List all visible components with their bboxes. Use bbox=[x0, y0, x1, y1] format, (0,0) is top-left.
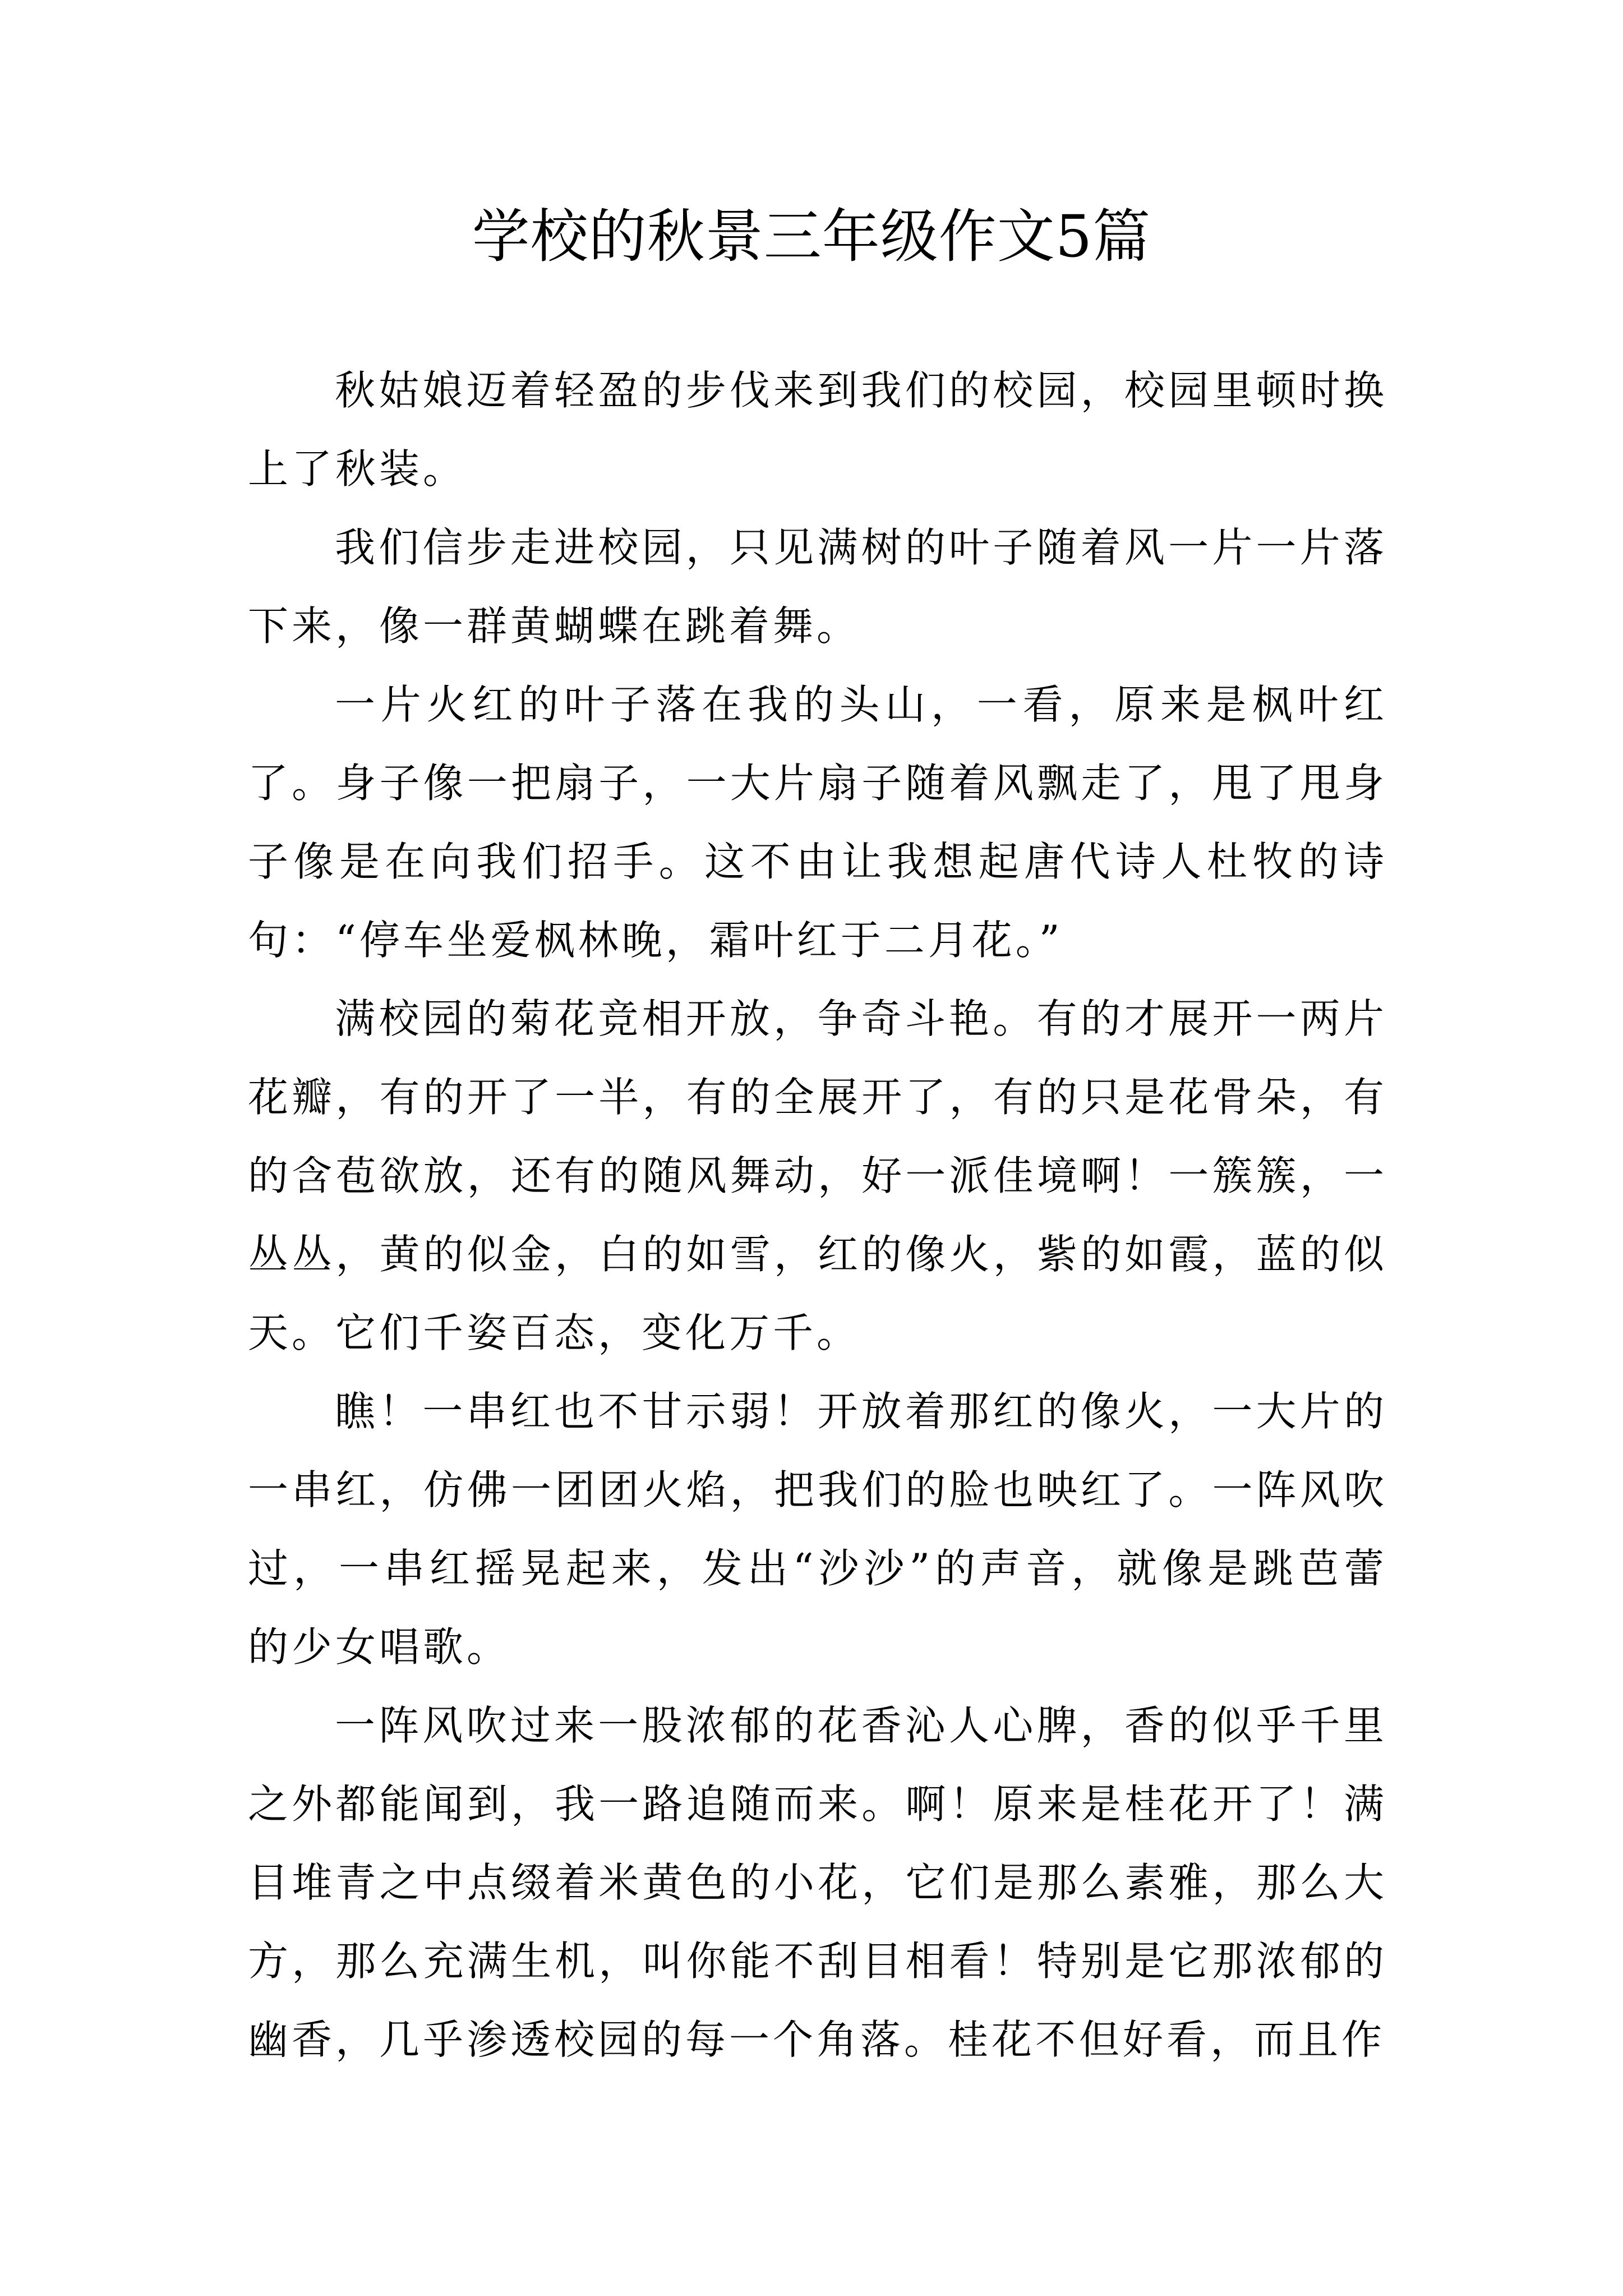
paragraph: 瞧！一串红也不甘示弱！开放着那红的像火，一大片的一串红，仿佛一团团火焰，把我们的脸也映红了。一阵风吹过，一串红摇晃起来，发出“沙沙”的声音，就像是跳芭蕾的少女唱歌。 bbox=[248, 1388, 1387, 1671]
paragraph: 一阵风吹过来一股浓郁的花香沁人心脾，香的似乎千里之外都能闻到，我一路追随而来。啊！原来是桂花开了！满目堆青之中点缀着米黄色的小花，它们是那么素雅，那么大方，那么充满生机，叫你能不刮目相看！特别是它那浓郁的幽香，几乎渗透校园的每一个角落。桂花不但好看，而且作 bbox=[248, 1702, 1387, 2063]
paragraph: 秋姑娘迈着轻盈的步伐来到我们的校园，校园里顿时换上了秋装。 bbox=[248, 367, 1387, 493]
paragraph: 一片火红的叶子落在我的头山，一看，原来是枫叶红了。身子像一把扇子，一大片扇子随着风飘走了，甩了甩身子像是在向我们招手。这不由让我想起唐代诗人杜牧的诗句：“停车坐爱枫林晚，霜叶红于二月花。” bbox=[248, 681, 1387, 964]
paragraph: 我们信步走进校园，只见满树的叶子随着风一片一片落下来，像一群黄蝴蝶在跳着舞。 bbox=[248, 524, 1387, 650]
document-title: 学校的秋景三年级作文5篇 bbox=[472, 203, 1151, 270]
document-body bbox=[248, 351, 1387, 2079]
paragraph: 满校园的菊花竞相开放，争奇斗艳。有的才展开一两片花瓣，有的开了一半，有的全展开了，有的只是花骨朵，有的含苞欲放，还有的随风舞动，好一派佳境啊！一簇簇，一丛丛，黄的似金，白的如雪，红的像火，紫的如霞，蓝的似天。它们千姿百态，变化万千。 bbox=[248, 995, 1387, 1356]
